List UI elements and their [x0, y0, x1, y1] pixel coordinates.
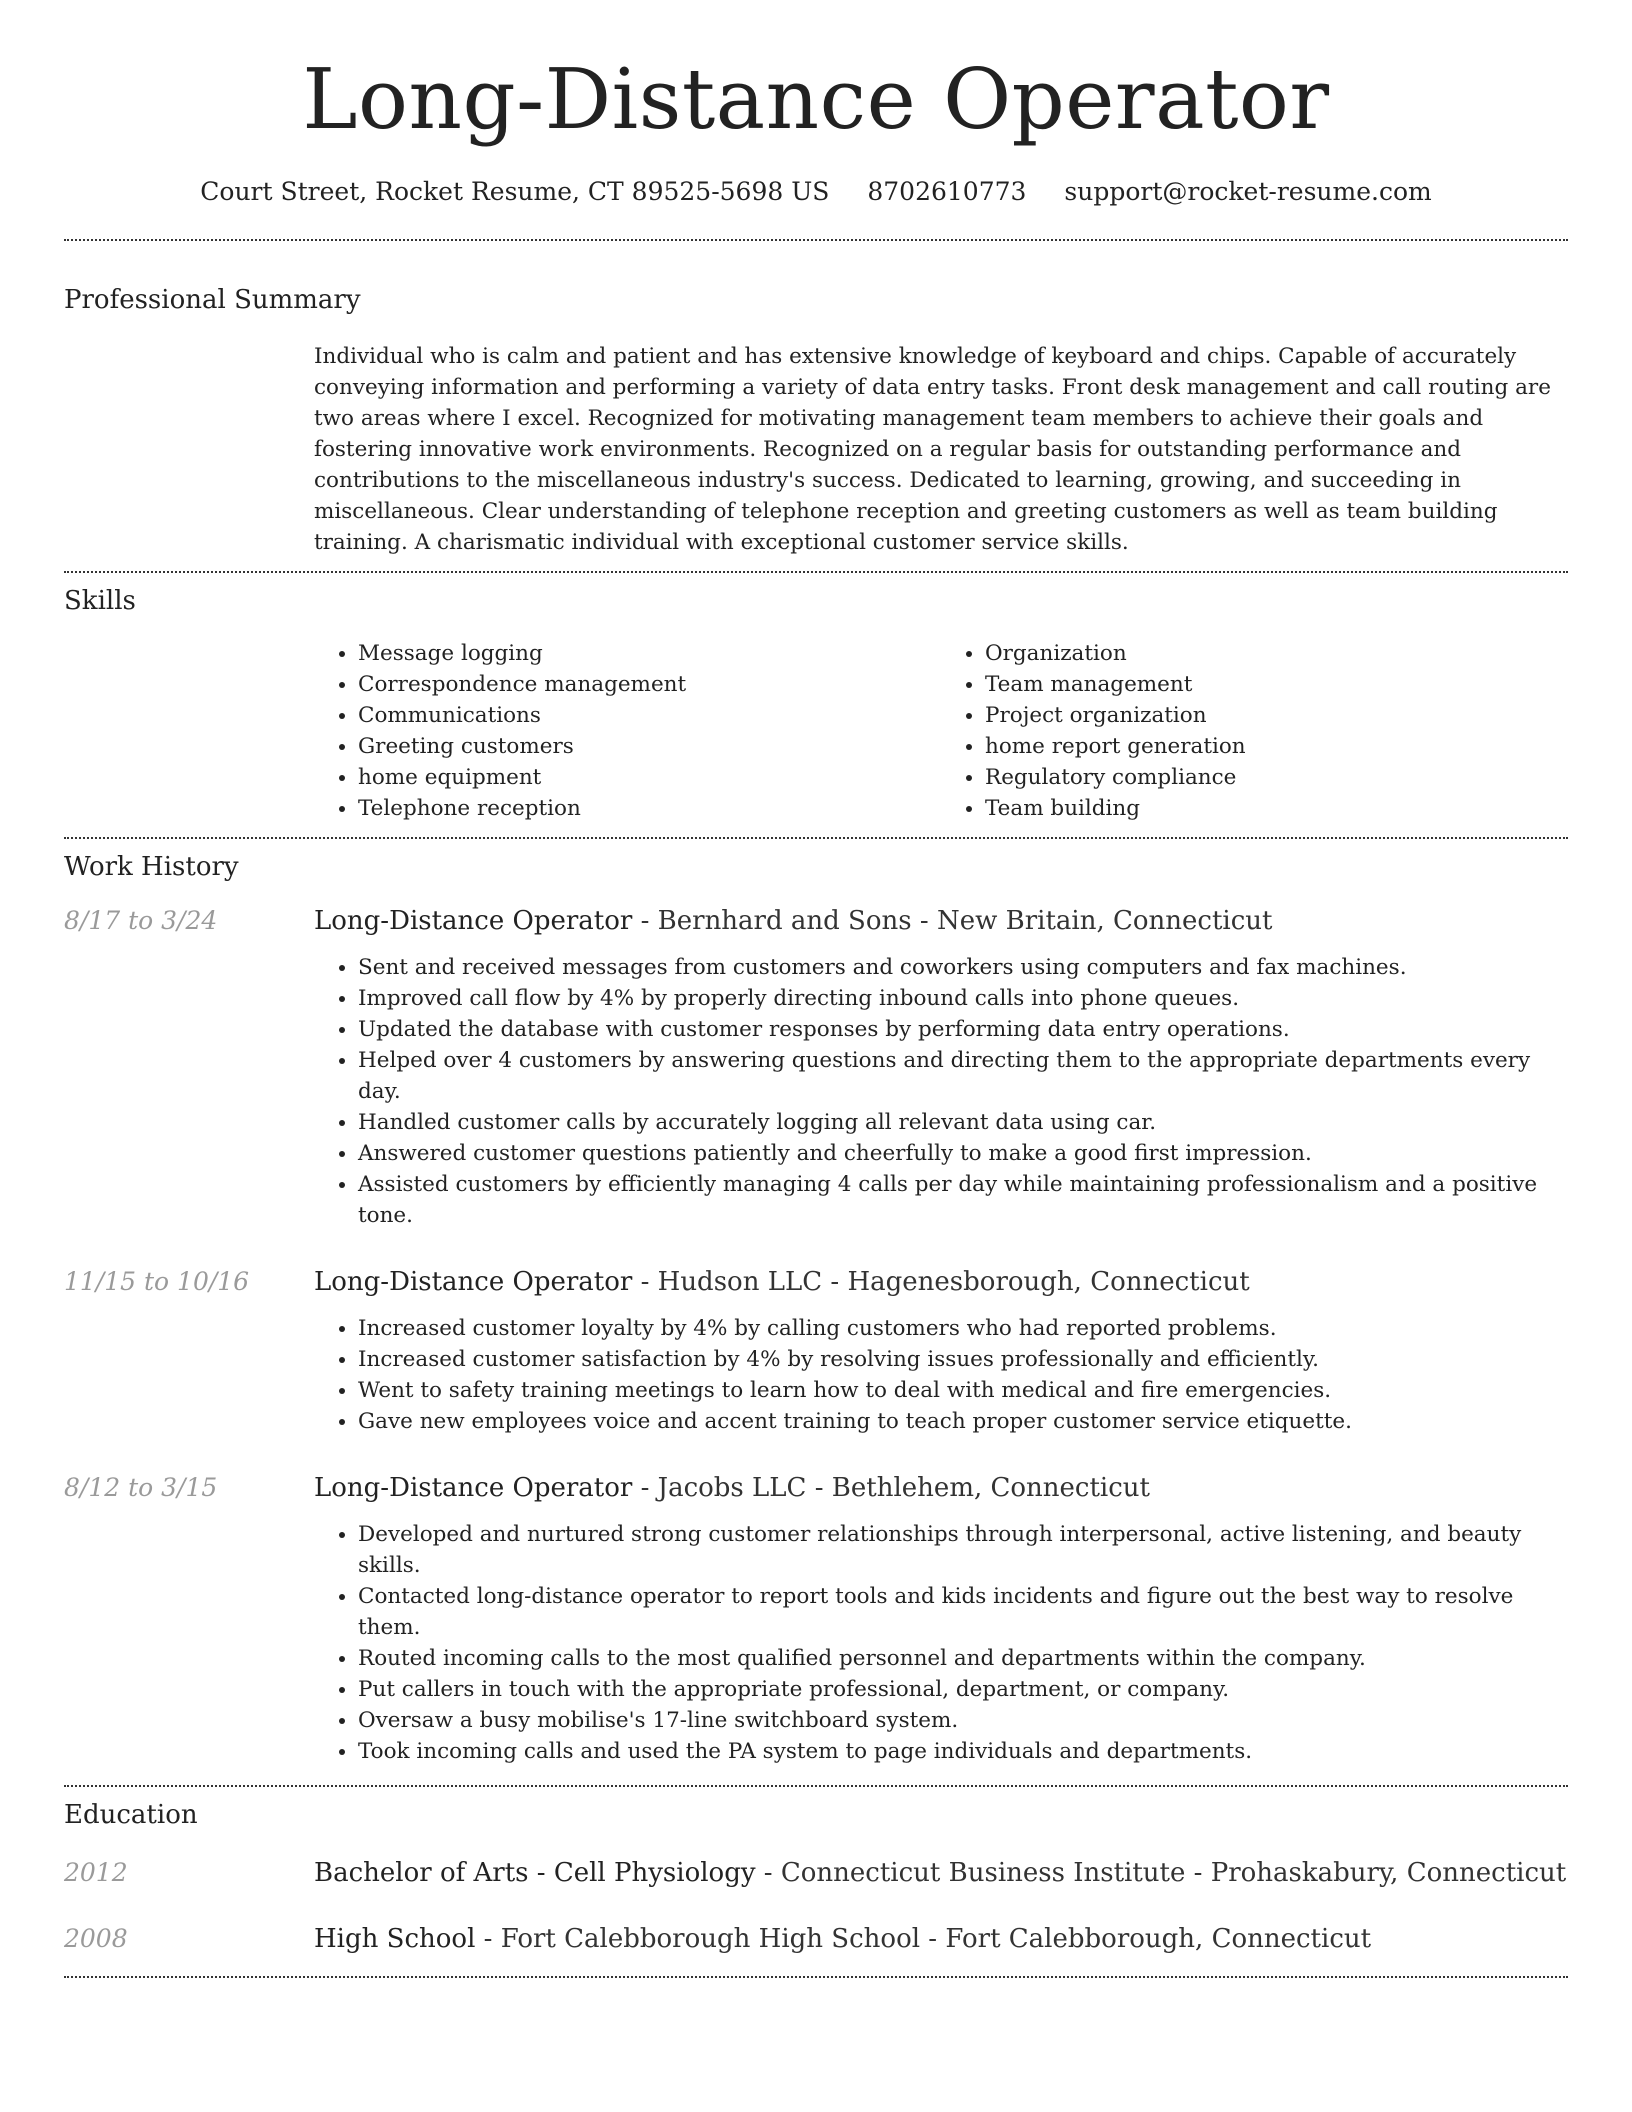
- job-entry: [64, 904, 1568, 1231]
- education-school: Fort Calebborough High School: [500, 1924, 921, 1954]
- job-bullet: • Helped over 4 customers by answering questions and directing them to the appropriate departments every day.: [358, 1045, 1568, 1107]
- education-section: [64, 1798, 1568, 1956]
- job-details: [314, 1471, 1568, 1767]
- job-location: Bethlehem, Connecticut: [831, 1473, 1151, 1503]
- education-heading: Education: [64, 1800, 198, 1830]
- divider: [64, 571, 1568, 573]
- resume-name: Long-Distance Operator: [302, 51, 1330, 148]
- skill-item: • Correspondence management: [358, 669, 941, 700]
- job-entry: [64, 1265, 1568, 1437]
- education-year: 2008: [64, 1924, 128, 1953]
- job-dates: 8/12 to 3/15: [64, 1473, 218, 1502]
- skill-item: • Team building: [985, 793, 1568, 824]
- job-company: Hudson LLC: [657, 1267, 823, 1297]
- job-bullets: [314, 1313, 1568, 1437]
- job-bullet: • Assisted customers by efficiently managing 4 calls per day while maintaining professionalism and a positive tone.: [358, 1169, 1568, 1231]
- job-bullet: • Improved call flow by 4% by properly directing inbound calls into phone queues.: [358, 983, 1568, 1014]
- skills-list-left: [314, 638, 941, 824]
- education-entry: [64, 1856, 1568, 1890]
- summary-text: Individual who is calm and patient and has extensive knowledge of keyboard and chips. Capable of accurately conveying information and performing a variety of data entry tasks. Front desk management and call routing are two areas where I excel. Recognized for motivating management team members to achieve their goals and fostering innovative work environments. Recognized on a regular basis for outstanding performance and contributions to the miscellaneous industry's success. Dedicated to learning, growing, and succeeding in miscellaneous. Clear understanding of telephone reception and greeting customers as well as team building training. A charismatic individual with exceptional customer service skills.: [314, 344, 1551, 555]
- skills-grid: [314, 638, 1568, 824]
- work-section: [64, 850, 1568, 1767]
- job-details: [314, 904, 1568, 1231]
- skill-item: • Greeting customers: [358, 731, 941, 762]
- job-bullets: [314, 952, 1568, 1231]
- contact-email: support@rocket-resume.com: [1064, 177, 1432, 206]
- education-degree: Bachelor of Arts - Cell Physiology: [314, 1858, 756, 1888]
- skills-section: [64, 584, 1568, 824]
- job-title: Long-Distance Operator: [314, 906, 633, 936]
- job-bullet: • Gave new employees voice and accent training to teach proper customer service etiquette.: [358, 1406, 1568, 1437]
- job-bullet: • Sent and received messages from customers and coworkers using computers and fax machines.: [358, 952, 1568, 983]
- job-header: Long-Distance Operator - Bernhard and Sons - New Britain, Connecticut: [314, 906, 1273, 936]
- education-details: Bachelor of Arts - Cell Physiology - Connecticut Business Institute - Prohaskabury, Connecticut: [314, 1858, 1567, 1888]
- divider: [64, 837, 1568, 839]
- job-bullet: • Took incoming calls and used the PA system to page individuals and departments.: [358, 1736, 1568, 1767]
- resume-page: [64, 0, 1568, 1978]
- job-dates: 8/17 to 3/24: [64, 906, 218, 935]
- job-bullet: • Put callers in touch with the appropriate professional, department, or company.: [358, 1674, 1568, 1705]
- job-header: Long-Distance Operator - Jacobs LLC - Bethlehem, Connecticut: [314, 1473, 1151, 1503]
- job-bullet: • Updated the database with customer responses by performing data entry operations.: [358, 1014, 1568, 1045]
- job-bullet: • Answered customer questions patiently and cheerfully to make a good first impression.: [358, 1138, 1568, 1169]
- summary-section: [64, 283, 1568, 558]
- education-degree: High School: [314, 1924, 476, 1954]
- job-company: Jacobs LLC: [657, 1473, 807, 1503]
- skill-item: • Message logging: [358, 638, 941, 669]
- skills-heading: Skills: [64, 586, 136, 616]
- job-dates: 11/15 to 10/16: [64, 1267, 250, 1296]
- skill-item: • Organization: [985, 638, 1568, 669]
- job-title: Long-Distance Operator: [314, 1267, 633, 1297]
- skill-item: • Project organization: [985, 700, 1568, 731]
- job-bullet: • Increased customer loyalty by 4% by calling customers who had reported problems.: [358, 1313, 1568, 1344]
- job-bullet: • Went to safety training meetings to learn how to deal with medical and fire emergencies.: [358, 1375, 1568, 1406]
- divider: [64, 239, 1568, 241]
- job-header: Long-Distance Operator - Hudson LLC - Hagenesborough, Connecticut: [314, 1267, 1250, 1297]
- education-school: Connecticut Business Institute: [780, 1858, 1186, 1888]
- job-title: Long-Distance Operator: [314, 1473, 633, 1503]
- skill-item: • Team management: [985, 669, 1568, 700]
- skill-item: • Telephone reception: [358, 793, 941, 824]
- job-bullet: • Oversaw a busy mobilise's 17-line switchboard system.: [358, 1705, 1568, 1736]
- job-bullet: • Contacted long-distance operator to report tools and kids incidents and figure out the best way to resolve them.: [358, 1581, 1568, 1643]
- education-details: High School - Fort Calebborough High School - Fort Calebborough, Connecticut: [314, 1924, 1372, 1954]
- contact-phone: 8702610773: [867, 177, 1027, 206]
- education-year: 2012: [64, 1858, 128, 1887]
- education-entry: [64, 1922, 1568, 1956]
- job-bullet: • Developed and nurtured strong customer relationships through interpersonal, active listening, and beauty skills.: [358, 1519, 1568, 1581]
- job-entry: [64, 1471, 1568, 1767]
- skills-list-right: [941, 638, 1568, 824]
- work-heading: Work History: [64, 852, 239, 882]
- job-company: Bernhard and Sons: [657, 906, 912, 936]
- skill-item: • home equipment: [358, 762, 941, 793]
- divider: [64, 1785, 1568, 1787]
- skill-item: • Communications: [358, 700, 941, 731]
- divider: [64, 1976, 1568, 1978]
- skill-item: • home report generation: [985, 731, 1568, 762]
- education-location: Prohaskabury, Connecticut: [1210, 1858, 1567, 1888]
- job-details: [314, 1265, 1568, 1437]
- contact-line: [64, 175, 1568, 209]
- job-bullet: • Routed incoming calls to the most qualified personnel and departments within the company.: [358, 1643, 1568, 1674]
- job-bullet: • Handled customer calls by accurately logging all relevant data using car.: [358, 1107, 1568, 1138]
- education-location: Fort Calebborough, Connecticut: [945, 1924, 1372, 1954]
- skill-item: • Regulatory compliance: [985, 762, 1568, 793]
- job-location: Hagenesborough, Connecticut: [847, 1267, 1250, 1297]
- job-bullets: [314, 1519, 1568, 1767]
- contact-address: Court Street, Rocket Resume, CT 89525-5698 US: [200, 177, 830, 206]
- summary-heading: Professional Summary: [64, 285, 361, 315]
- job-location: New Britain, Connecticut: [936, 906, 1273, 936]
- job-bullet: • Increased customer satisfaction by 4% by resolving issues professionally and efficiently.: [358, 1344, 1568, 1375]
